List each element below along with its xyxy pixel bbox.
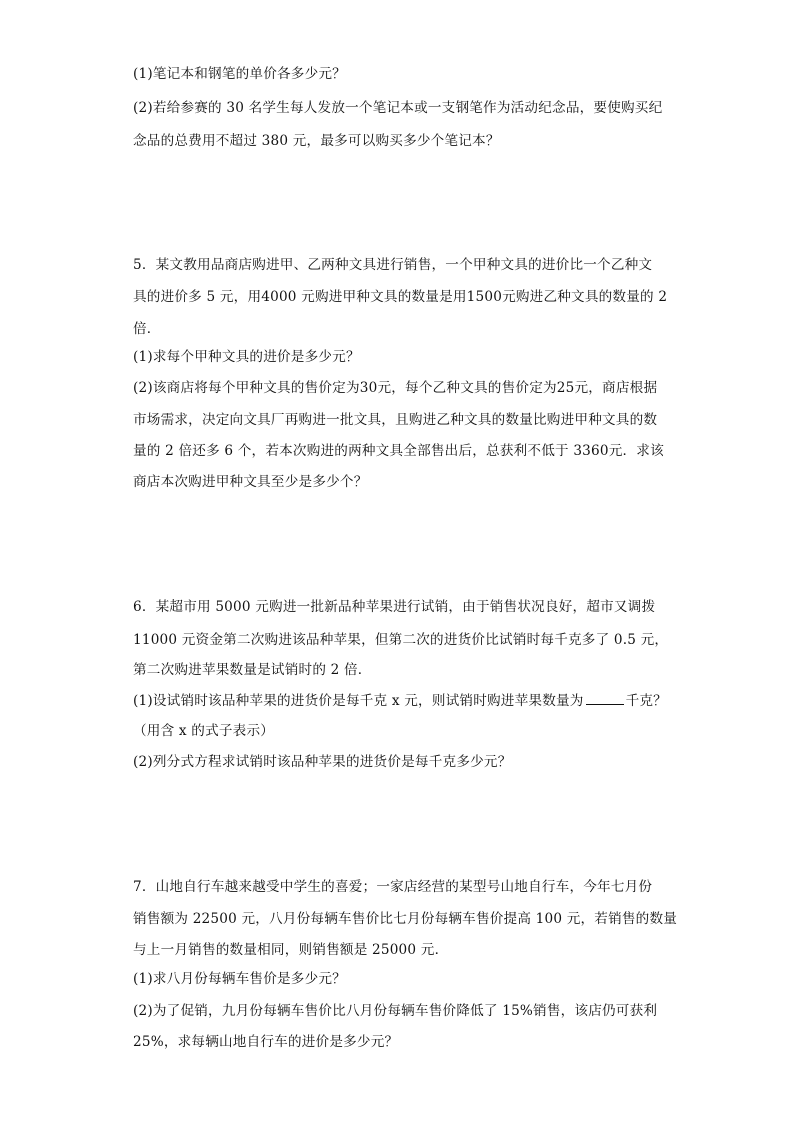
- q7-line2: 销售额为 22500 元，八月份每辆车售价比七月份每辆车售价提高 100 元，若销售的数量: [133, 911, 678, 927]
- q6-line2: 11000 元资金第二次购进该品种苹果，但第二次的进货价比试销时每千克多了 0.5 元，: [133, 632, 669, 648]
- q5-line1: 5．某文教用品商店购进甲、乙两种文具进行销售，一个甲种文具的进价比一个乙种文: [133, 257, 653, 273]
- q6-line1: 6．某超市用 5000 元购进一批新品种苹果进行试销，由于销售状况良好，超市又调拨: [133, 599, 656, 615]
- q4-sub2-line2: 念品的总费用不超过 380 元，最多可以购买多少个笔记本？: [133, 133, 500, 149]
- q6-sub2: (2)列分式方程求试销时该品种苹果的进货价是每千克多少元？: [133, 754, 512, 770]
- q5-sub2-line3: 量的 2 倍还多 6 个，若本次购进的两种文具全部售出后，总获利不低于 3360元．求该: [133, 443, 664, 459]
- q6-line3: 第二次购进苹果数量是试销时的 2 倍．: [133, 662, 372, 678]
- q6-sub1-unit: 千克？: [625, 693, 667, 709]
- q5-sub1: (1)求每个甲种文具的进价是多少元？: [133, 349, 360, 365]
- q4-sub1: (1)笔记本和钢笔的单价各多少元？: [133, 66, 346, 82]
- q5-sub2-line1: (2)该商店将每个甲种文具的售价定为30元，每个乙种文具的售价定为25元，商店根据: [133, 380, 658, 396]
- q7-line1: 7．山地自行车越来越受中学生的喜爱；一家店经营的某型号山地自行车，今年七月份: [133, 879, 653, 895]
- answer-blank: [586, 690, 624, 705]
- q5-line3: 倍．: [133, 321, 161, 337]
- q5-line2: 具的进价多 5 元，用4000 元购进甲种文具的数量是用1500元购进乙种文具的数量的 2: [133, 289, 668, 305]
- q5-sub2-line2: 市场需求，决定向文具厂再购进一批文具，且购进乙种文具的数量比购进甲种文具的数: [133, 412, 658, 428]
- q7-sub2-line2: 25%，求每辆山地自行车的进价是多少元？: [133, 1034, 399, 1050]
- q6-sub1-text: (1)设试销时该品种苹果的进货价是每千克 x 元，则试销时购进苹果数量为: [133, 693, 584, 709]
- q4-sub2-line1: (2)若给参赛的 30 名学生每人发放一个笔记本或一支钢笔作为活动纪念品，要使购买纪: [133, 100, 663, 116]
- q6-sub1: [133, 690, 667, 711]
- q7-sub2-line1: (2)为了促销，九月份每辆车售价比八月份每辆车售价降低了 15%销售，该店仍可获利: [133, 1003, 658, 1019]
- q6-sub1-line2: （用含 x 的式子表示）: [133, 723, 275, 739]
- q5-sub2-line4: 商店本次购进甲种文具至少是多少个？: [133, 474, 368, 490]
- q7-line3: 与上一月销售的数量相同，则销售额是 25000 元．: [133, 942, 449, 958]
- q7-sub1: (1)求八月份每辆车售价是多少元？: [133, 971, 346, 987]
